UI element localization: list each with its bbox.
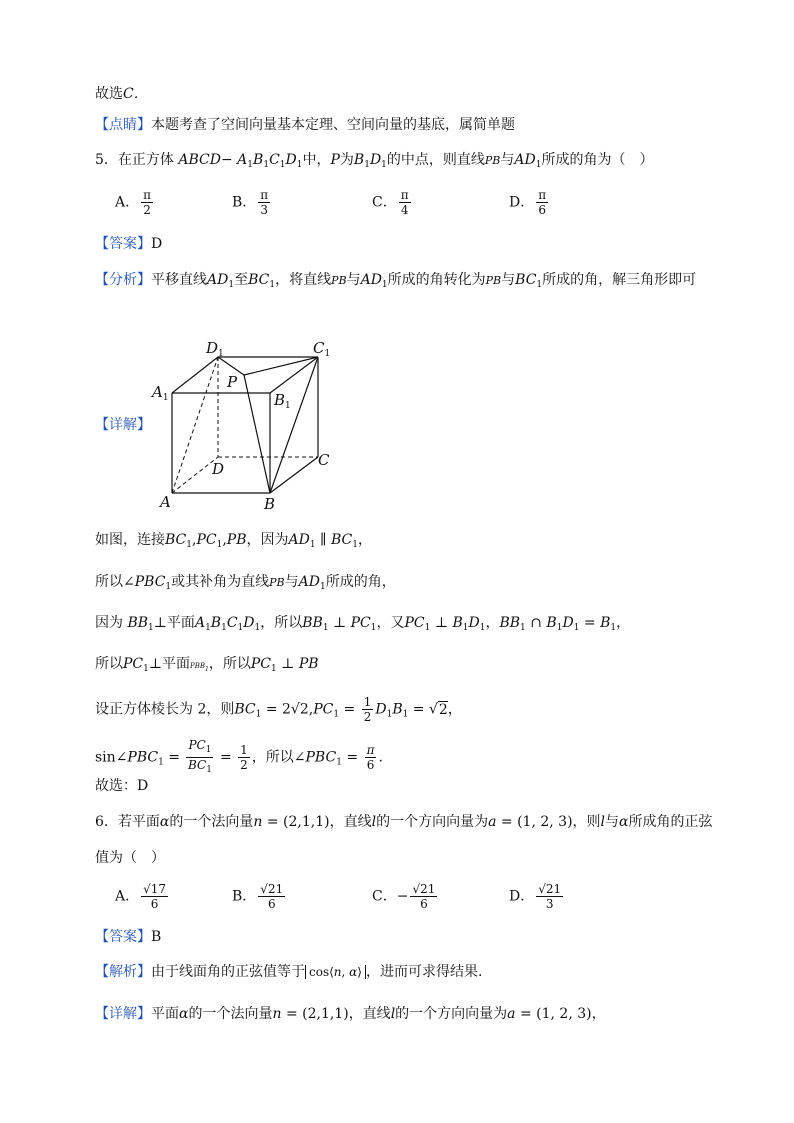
q5-stem: 5．在正方体 ABCD− $A_1B_1C_1D_1$中，P为$B_1D_1$的中点，则直线PB与$AD_1$所成的角为（ ） xyxy=(95,152,654,170)
analysis-text: 所成的角，解三角形即可 xyxy=(542,272,697,288)
q6-text: = (2,1,1) xyxy=(266,814,330,830)
solution-text: ⊥ xyxy=(434,615,449,631)
edge-bc xyxy=(270,457,318,493)
option-numerator: π xyxy=(260,188,269,202)
label-c: C xyxy=(318,451,330,469)
detail-text: = (2,1,1) xyxy=(285,1006,349,1022)
q5-solution-5: 设正方体棱长为 2，则$BC_1 = 2√2,PC_1$ = $\frac{1}{2}$ $D_1B_1 = √2$， xyxy=(95,695,462,724)
option-sign: − xyxy=(396,888,409,905)
solution-text: = xyxy=(583,615,596,631)
analysis-text: 平移直线 xyxy=(151,272,207,288)
q5-solution-1: 如图，连接$BC_1,PC_1,PB$，因为$AD_1$ ∥ $BC_1$， xyxy=(95,532,372,550)
label-a: A xyxy=(160,493,171,511)
analysis-tag: 【分析】 xyxy=(95,272,151,288)
solution-text: 所成的角， xyxy=(325,574,396,590)
solution-text: = xyxy=(168,749,181,766)
q5-final xyxy=(95,776,148,796)
solution-text: ， xyxy=(485,615,500,631)
q5-text-1: 中， xyxy=(302,152,331,168)
q6-option-b xyxy=(232,882,287,911)
option-numerator: π xyxy=(400,188,409,202)
q5-text-5: 所成的角为（ ） xyxy=(541,152,654,168)
analysis-text: ，将直线 xyxy=(275,272,332,288)
analysis-text: 由于线面角的正弦值等于 xyxy=(151,964,305,980)
segment-bc1 xyxy=(270,357,318,493)
label-a1: $A_1$ xyxy=(152,383,169,403)
label-d: D xyxy=(212,460,225,478)
solution-text: = xyxy=(346,749,359,766)
q5-text-2: 为 xyxy=(339,152,354,168)
option-denominator: 2 xyxy=(143,203,151,217)
detail-tag: 【详解】 xyxy=(95,1006,151,1022)
q5-text-3: 的中点，则直线 xyxy=(386,152,485,168)
q6-stem-line1: 6．若平面α的一个法向量n = (2,1,1)，直线l的一个方向向量为a = (1, 2, 3)，则l与α所成角的正弦 xyxy=(95,814,713,830)
analysis-text: ，进而可求得结果. xyxy=(365,964,483,980)
q5-solution-4: 所以$PC_1\perp$平面$PBB_1$，所以$PC_1$ ⊥ PB xyxy=(95,656,319,674)
solution-text: 如图，连接 xyxy=(95,532,165,548)
answer-value: D xyxy=(151,236,163,252)
q5-solution-2: 所以$\angle PBC_1$或其补角为直线PB与$AD_1$所成的角， xyxy=(95,574,396,592)
conclusion-choice: C． xyxy=(123,86,148,102)
option-denominator: 3 xyxy=(545,897,554,911)
q6-text: 的一个方向向量为 xyxy=(376,814,489,830)
q6-detail-line: 【详解】平面α的一个法向量n = (2,1,1)，直线l的一个方向向量为a = (1, 2, 3)， xyxy=(95,1006,606,1022)
q5-answer-line xyxy=(95,234,162,254)
q6-answer-line xyxy=(95,927,161,947)
option-letter: D． xyxy=(509,888,535,905)
q5-analysis-line: 【分析】平移直线$AD_1$至$BC_1$，将直线PB与$AD_1$所成的角转化为PB与$BC_1$所成的角，解三角形即可 xyxy=(95,272,697,290)
detail-text: 的一个方向向量为 xyxy=(395,1006,508,1022)
detail-tag: 【详解】 xyxy=(95,417,151,433)
previous-conclusion xyxy=(95,84,148,104)
solution-text: 设正方体棱长为 2，则 xyxy=(95,701,235,718)
answer-tag: 【答案】 xyxy=(95,929,151,945)
option-numerator: √21 xyxy=(260,882,284,896)
q6-option-c xyxy=(372,882,439,911)
conclusion-text: 故选 xyxy=(95,86,123,102)
solution-text: sin∠ xyxy=(95,749,128,766)
analysis-tag: 【解析】 xyxy=(95,964,151,980)
solution-text: = xyxy=(343,701,356,718)
detail-text: ， xyxy=(591,1006,606,1022)
option-denominator: 6 xyxy=(150,897,159,911)
detail-text: = (1, 2, 3) xyxy=(519,1006,592,1022)
option-letter: B． xyxy=(232,888,257,905)
cube-figure xyxy=(150,335,350,515)
q5-option-b xyxy=(232,188,272,217)
option-denominator: 6 xyxy=(538,203,546,217)
detail-text: ，直线 xyxy=(348,1006,391,1022)
detail-text: 的一个法向量 xyxy=(188,1006,273,1022)
option-numerator: π xyxy=(143,188,152,202)
option-letter: B． xyxy=(232,194,257,211)
solution-text: = xyxy=(412,701,425,718)
analysis-text: 所成的角转化为 xyxy=(387,272,486,288)
q6-text: 所成角的正弦 xyxy=(628,814,713,830)
q6-text: 与 xyxy=(605,814,620,830)
q6-text: 值为（ ） xyxy=(95,850,165,866)
q5-solution-3: 因为 $BB_1\perp$平面$A_1B_1C_1D_1$，所以$BB_1$ ⊥ $PC_1$，又$PC_1$ ⊥ $B_1D_1$，$BB_1$ ∩ $B_1D_1 = B_1$， xyxy=(95,615,631,633)
answer-value: B xyxy=(151,929,162,945)
label-p: P xyxy=(227,373,238,391)
option-letter: C． xyxy=(372,888,397,905)
solution-text: ，又 xyxy=(376,615,405,631)
edge-a1d1 xyxy=(172,357,218,393)
solution-text: ⊥平面 xyxy=(148,656,191,672)
option-numerator: √17 xyxy=(143,882,167,896)
label-d1: $D_1$ xyxy=(206,339,224,359)
q6-text: ，直线 xyxy=(329,814,372,830)
solution-text: ⊥ xyxy=(333,615,347,631)
label-b1: $B_1$ xyxy=(274,391,291,411)
option-denominator: 6 xyxy=(267,897,276,911)
solution-text: 与 xyxy=(284,574,299,590)
option-letter: C． xyxy=(372,194,397,211)
solution-text: 所以 xyxy=(95,656,123,672)
note-tag: 【点睛】 xyxy=(95,117,151,133)
option-denominator: 4 xyxy=(400,203,409,217)
solution-text: ∩ xyxy=(530,615,542,631)
q5-option-a xyxy=(115,188,155,217)
q6-analysis-line: 【解析】由于线面角的正弦值等于 cos⟨n, α⟩ ，进而可求得结果. xyxy=(95,964,483,980)
analysis-text: 至 xyxy=(234,272,249,288)
option-numerator: √21 xyxy=(412,882,436,896)
q6-text: 6．若平面 xyxy=(95,814,160,830)
analysis-text: 与 xyxy=(346,272,361,288)
option-letter: A． xyxy=(115,194,140,211)
q5-number: 5．在正方体 xyxy=(95,152,174,168)
solution-text: = 2√2, xyxy=(265,701,314,718)
option-denominator: 3 xyxy=(260,203,269,217)
q6-stem-line2 xyxy=(95,848,165,868)
solution-text: = xyxy=(219,749,232,766)
q6-option-d xyxy=(509,882,565,911)
q5-option-d xyxy=(509,188,550,217)
q5-solution-6: $\sin\angle PBC_1$ = $\frac{PC_1}{BC_1}$ = $\frac{1}{2}$ ，所以$\angle PBC_1$ = $\frac{\pi}{6}$ . xyxy=(95,738,383,775)
option-numerator: √21 xyxy=(538,882,562,896)
solution-text: ，所以 xyxy=(208,656,251,672)
analysis-text: 与 xyxy=(501,272,516,288)
option-letter: A． xyxy=(115,888,140,905)
option-numerator: π xyxy=(538,188,547,202)
q5-option-c xyxy=(372,188,413,217)
solution-text: ，所以∠ xyxy=(251,749,306,766)
solution-text: 或其补角为直线 xyxy=(171,574,270,590)
solution-text: ，因为 xyxy=(246,532,289,548)
solution-text: ⊥平面 xyxy=(153,615,195,631)
q5-detail-tag-line xyxy=(95,415,151,435)
label-b: B xyxy=(264,495,276,513)
q6-text: = (1, 2, 3) xyxy=(500,814,573,830)
q6-text: 的一个法向量 xyxy=(169,814,254,830)
q6-option-a xyxy=(115,882,170,911)
q6-text: ，则 xyxy=(572,814,601,830)
detail-text: 平面 xyxy=(151,1006,179,1022)
solution-text: ，所以 xyxy=(260,615,303,631)
final-answer: 故选：D xyxy=(95,778,149,794)
solution-text: 因为 xyxy=(95,615,123,631)
option-letter: D． xyxy=(509,194,535,211)
answer-tag: 【答案】 xyxy=(95,236,151,252)
note-text: 本题考查了空间向量基本定理、空间向量的基底，属简单题 xyxy=(151,117,515,133)
solution-text: ⊥ xyxy=(281,656,295,672)
note-line xyxy=(95,115,515,135)
q5-text-4: 与 xyxy=(500,152,515,168)
label-c1: $C_1$ xyxy=(313,339,331,359)
option-denominator: 6 xyxy=(420,897,428,911)
solution-text: 所以∠ xyxy=(95,574,135,590)
